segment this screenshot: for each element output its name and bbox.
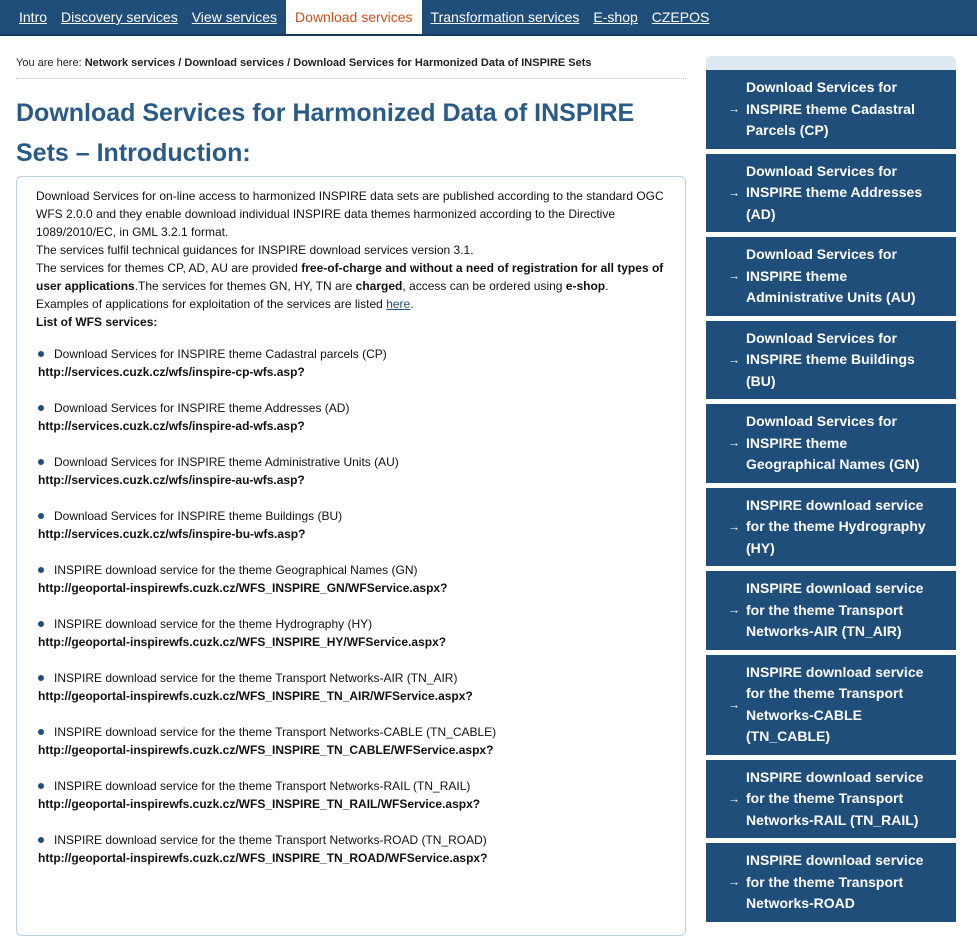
wfs-service-item: [36, 777, 667, 831]
eshop-text: e-shop: [565, 279, 606, 293]
wfs-service-item: [36, 669, 667, 723]
sidebar-link-text-line: Networks-AIR (TN_AIR): [746, 623, 902, 639]
sidebar-service-link[interactable]: [706, 760, 956, 839]
breadcrumb: [16, 57, 686, 79]
intro-paragraph-2: The services fulfil technical guidances for INSPIRE download services version 3.1.: [36, 243, 474, 257]
nav-item[interactable]: [424, 0, 587, 34]
wfs-service-url: http://services.cuzk.cz/wfs/inspire-bu-wfs.asp?: [38, 527, 306, 541]
nav-item[interactable]: [12, 0, 54, 34]
sidebar-service-link[interactable]: [706, 404, 956, 483]
nav-item-label[interactable]: Transformation services: [430, 9, 580, 25]
breadcrumb-separator: /: [287, 57, 291, 69]
sidebar-service-link[interactable]: [706, 843, 956, 922]
breadcrumb-item-network-services[interactable]: Network services: [84, 57, 176, 69]
sidebar-link-text-line: INSPIRE download service: [746, 768, 924, 785]
wfs-service-item: [36, 345, 667, 399]
wfs-service-name: INSPIRE download service for the theme Transport Networks-ROAD (TN_ROAD): [36, 831, 667, 849]
content-box: [16, 176, 686, 936]
arrow-right-icon: →: [728, 602, 740, 617]
wfs-service-name: INSPIRE download service for the theme Geographical Names (GN): [36, 561, 667, 579]
arrow-right-icon: →: [728, 519, 740, 533]
sidebar-link-text-line: Download Services for: [746, 246, 897, 262]
sidebar-link-text-line: INSPIRE download service: [746, 852, 924, 868]
arrow-right-icon: →: [728, 791, 740, 805]
sidebar-link-text-line: Download Services for: [746, 79, 897, 95]
nav-list: [0, 0, 977, 34]
sidebar-link-text-line: for the theme Transport: [746, 685, 904, 701]
nav-item[interactable]: [54, 0, 185, 34]
sidebar-service-link[interactable]: [706, 154, 956, 233]
free-of-charge-text: free-of-charge and without a need of registration for all types of user applications: [36, 261, 664, 293]
sidebar-link-text-line: (BU): [746, 372, 776, 389]
nav-item-label[interactable]: Discovery services: [61, 9, 178, 25]
wfs-service-url: http://geoportal-inspirewfs.cuzk.cz/WFS_INSPIRE_TN_ROAD/WFService.aspx?: [38, 851, 488, 865]
wfs-service-item: [36, 561, 667, 615]
wfs-service-url: http://services.cuzk.cz/wfs/inspire-au-wfs.asp?: [38, 473, 305, 487]
wfs-list-heading: List of WFS services:: [36, 315, 158, 329]
sidebar-link-text-line: Download Services for: [746, 413, 897, 429]
sidebar-link-text-line: INSPIRE download service: [746, 663, 924, 680]
intro-text: .The services for themes GN, HY, TN are: [134, 279, 356, 293]
wfs-service-item: [36, 723, 667, 777]
wfs-service-name: Download Services for INSPIRE theme Cadastral parcels (CP): [36, 345, 667, 363]
sidebar-link-text-line: Networks-CABLE: [746, 706, 862, 723]
intro-paragraph-3: [36, 259, 667, 295]
nav-item-label[interactable]: CZEPOS: [651, 9, 710, 25]
sidebar-header: [706, 56, 956, 70]
nav-item-label[interactable]: Download services: [295, 9, 413, 25]
sidebar-link-text-line: (AD): [746, 205, 776, 222]
sidebar-link-text-line: Administrative Units (AU): [746, 289, 916, 305]
sidebar-link-text-line: (TN_CABLE): [746, 728, 830, 744]
examples-here-link[interactable]: here: [386, 297, 411, 311]
wfs-service-name: Download Services for INSPIRE theme Administrative Units (AU): [36, 453, 667, 471]
sidebar-link-text-line: INSPIRE theme Cadastral: [746, 100, 915, 117]
sidebar-service-link[interactable]: [706, 321, 956, 400]
intro-text: .: [410, 297, 414, 311]
sidebar-list: [706, 70, 956, 922]
breadcrumb-item-download-services[interactable]: Download services: [184, 57, 285, 69]
sidebar-link-text-line: Parcels (CP): [746, 122, 829, 138]
wfs-service-url: http://geoportal-inspirewfs.cuzk.cz/WFS_INSPIRE_TN_RAIL/WFService.aspx?: [38, 797, 481, 811]
sidebar-link-text-line: for the theme Hydrography: [746, 518, 926, 534]
nav-item-label[interactable]: Intro: [19, 9, 48, 25]
nav-item[interactable]: [185, 0, 284, 34]
wfs-service-url: http://geoportal-inspirewfs.cuzk.cz/WFS_INSPIRE_GN/WFService.aspx?: [38, 581, 448, 595]
wfs-service-url: http://geoportal-inspirewfs.cuzk.cz/WFS_INSPIRE_HY/WFService.aspx?: [38, 635, 447, 649]
arrow-right-icon: →: [728, 435, 740, 450]
wfs-service-item: [36, 615, 667, 669]
arrow-right-icon: →: [728, 696, 740, 711]
arrow-right-icon: →: [728, 874, 740, 889]
intro-text: .: [605, 279, 609, 293]
wfs-service-name: INSPIRE download service for the theme Transport Networks-AIR (TN_AIR): [36, 669, 667, 687]
wfs-service-item: [36, 399, 667, 453]
wfs-service-name: Download Services for INSPIRE theme Addresses (AD): [36, 399, 667, 417]
arrow-right-icon: →: [728, 101, 740, 116]
sidebar-link-text-line: Networks-RAIL (TN_RAIL): [746, 811, 919, 828]
sidebar-link-text-line: Networks-ROAD: [746, 895, 855, 911]
sidebar-link-text-line: Download Services for: [746, 329, 897, 346]
intro-text: Examples of applications for exploitation of the services are listed: [36, 297, 387, 311]
wfs-service-item: [36, 831, 667, 885]
sidebar-link-text-line: INSPIRE theme: [746, 267, 848, 284]
wfs-service-url: http://services.cuzk.cz/wfs/inspire-cp-wfs.asp?: [38, 365, 305, 379]
sidebar-service-link[interactable]: [706, 237, 956, 316]
sidebar-service-link[interactable]: [706, 655, 956, 755]
top-navigation: [0, 0, 977, 36]
wfs-service-name: INSPIRE download service for the theme Transport Networks-CABLE (TN_CABLE): [36, 723, 667, 741]
breadcrumb-separator: /: [178, 57, 182, 69]
sidebar: [706, 56, 956, 927]
sidebar-link-text-line: Geographical Names (GN): [746, 456, 920, 472]
nav-item[interactable]: [586, 0, 644, 34]
wfs-service-name: INSPIRE download service for the theme Transport Networks-RAIL (TN_RAIL): [36, 777, 667, 795]
intro-paragraph-4: [36, 295, 667, 313]
nav-item[interactable]: [645, 0, 717, 34]
sidebar-link-text-line: for the theme Transport: [746, 790, 904, 806]
arrow-right-icon: →: [728, 268, 740, 283]
sidebar-link-text-line: INSPIRE download service: [746, 580, 924, 596]
wfs-service-name: INSPIRE download service for the theme Hydrography (HY): [36, 615, 667, 633]
wfs-service-url: http://services.cuzk.cz/wfs/inspire-ad-wfs.asp?: [38, 419, 305, 433]
wfs-service-url: http://geoportal-inspirewfs.cuzk.cz/WFS_INSPIRE_TN_CABLE/WFService.aspx?: [38, 743, 494, 757]
sidebar-service-link[interactable]: [706, 571, 956, 650]
intro-paragraph-1: Download Services for on-line access to harmonized INSPIRE data sets are published according to the standard OGC WFS 2.0.0 and they enable download individual INSPIRE data themes harmonized according to the Directive 1089/2010/EC, in GML 3.2.1 format.: [36, 189, 664, 239]
wfs-service-item: [36, 507, 667, 561]
sidebar-link-text-line: (HY): [746, 539, 775, 556]
nav-item-label[interactable]: View services: [191, 9, 278, 25]
sidebar-service-link[interactable]: [706, 488, 956, 567]
sidebar-link-text-line: for the theme Transport: [746, 601, 904, 618]
arrow-right-icon: →: [728, 352, 740, 366]
sidebar-link-text-line: INSPIRE theme: [746, 434, 848, 451]
wfs-service-name: Download Services for INSPIRE theme Buildings (BU): [36, 507, 667, 525]
sidebar-link-text-line: for the theme Transport: [746, 873, 904, 890]
intro-text: , access can be ordered using: [402, 279, 566, 293]
breadcrumb-prefix: You are here:: [16, 57, 82, 69]
breadcrumb-item-current: Download Services for Harmonized Data of INSPIRE Sets: [293, 57, 592, 69]
sidebar-link-text-line: Download Services for: [746, 162, 897, 179]
wfs-service-list: [36, 345, 667, 885]
wfs-service-item: [36, 453, 667, 507]
sidebar-link-text-line: INSPIRE download service: [746, 496, 924, 513]
sidebar-link-text-line: INSPIRE theme Addresses: [746, 184, 923, 200]
nav-item-label[interactable]: E-shop: [593, 9, 638, 25]
sidebar-service-link[interactable]: [706, 70, 956, 149]
sidebar-link-text-line: INSPIRE theme Buildings: [746, 351, 915, 367]
arrow-right-icon: →: [728, 185, 740, 199]
charged-text: charged: [355, 279, 403, 293]
intro-text: The services for themes CP, AD, AU are provided: [36, 261, 302, 275]
page-title: Download Services for Harmonized Data of INSPIRE Sets – Introduction:: [16, 99, 635, 167]
main-content: [16, 36, 686, 865]
nav-item[interactable]: [286, 0, 422, 34]
wfs-service-url: http://geoportal-inspirewfs.cuzk.cz/WFS_INSPIRE_TN_AIR/WFService.aspx?: [38, 689, 473, 703]
